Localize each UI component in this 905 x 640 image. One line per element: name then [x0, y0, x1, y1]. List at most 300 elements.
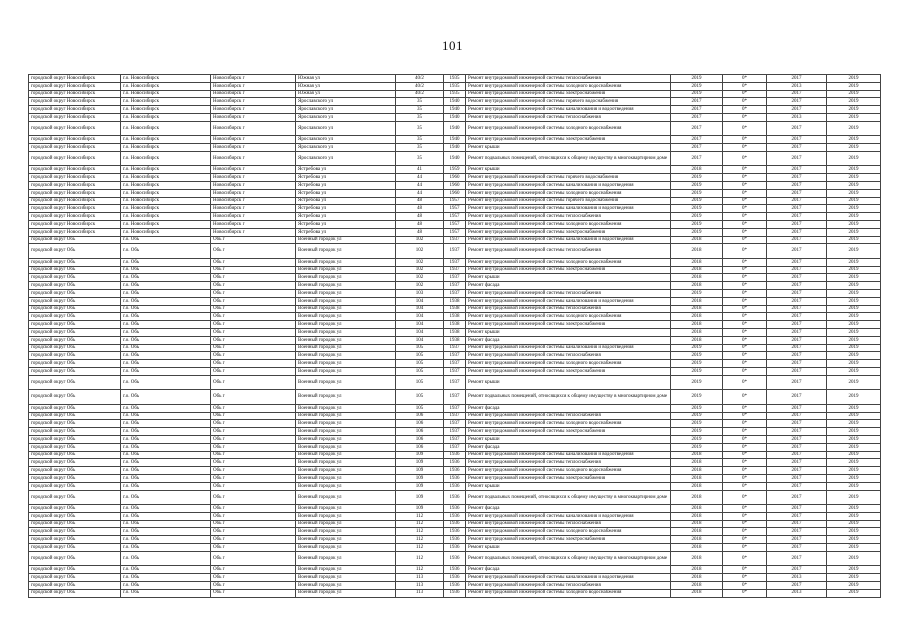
table-row — [29, 536, 881, 544]
build-year-cell: 1936 — [444, 451, 466, 459]
street-cell: Ястребова ул — [296, 205, 396, 213]
settlement-cell: г.о. Обь — [121, 574, 211, 582]
district-cell: городской округ Обь — [29, 266, 121, 274]
street-cell: Военный городок ул — [296, 459, 396, 467]
planned-year-cell: 2018 — [671, 459, 723, 467]
work-type-cell: Ремонт внутридомовой инженерной системы электроснабжения — [466, 321, 671, 329]
survey-year-cell: 2017 — [767, 106, 827, 114]
completion-year-cell: 2019 — [827, 228, 881, 236]
planned-year-cell: 2018 — [671, 282, 723, 290]
completion-year-cell: 2019 — [827, 244, 881, 259]
street-cell: Ярославского ул — [296, 136, 396, 144]
build-year-cell: 1935 — [444, 90, 466, 98]
district-cell: городской округ Обь — [29, 321, 121, 329]
table-row — [29, 566, 881, 574]
house-number-cell: 106 — [396, 412, 444, 420]
survey-year-cell: 2017 — [767, 420, 827, 428]
work-type-cell: Ремонт внутридомовой инженерной системы теплоснабжения — [466, 352, 671, 360]
house-number-cell: 106 — [396, 443, 444, 451]
district-cell: городской округ Новосибирск — [29, 174, 121, 182]
share-cell: 0* — [723, 236, 767, 244]
share-cell: 0* — [723, 368, 767, 376]
survey-year-cell: 2017 — [767, 467, 827, 475]
street-cell: Военный городок ул — [296, 428, 396, 436]
street-cell: Военный городок ул — [296, 435, 396, 443]
settlement-cell: г.о. Обь — [121, 505, 211, 513]
district-cell: городской округ Обь — [29, 258, 121, 266]
survey-year-cell: 2017 — [767, 443, 827, 451]
city-cell: Обь г — [211, 544, 296, 552]
share-cell: 0* — [723, 258, 767, 266]
street-cell: Военный городок ул — [296, 482, 396, 490]
share-cell: 0* — [723, 305, 767, 313]
settlement-cell: г.о. Новосибирск — [121, 98, 211, 106]
completion-year-cell: 2019 — [827, 166, 881, 174]
house-number-cell: 113 — [396, 589, 444, 597]
share-cell: 0* — [723, 174, 767, 182]
city-cell: Новосибирск г — [211, 220, 296, 228]
build-year-cell: 1940 — [444, 151, 466, 166]
survey-year-cell: 2017 — [767, 451, 827, 459]
house-number-cell: 44 — [396, 174, 444, 182]
house-number-cell: 40/2 — [396, 75, 444, 83]
settlement-cell: г.о. Обь — [121, 512, 211, 520]
city-cell: Новосибирск г — [211, 136, 296, 144]
survey-year-cell: 2017 — [767, 428, 827, 436]
survey-year-cell: 2017 — [767, 98, 827, 106]
work-type-cell: Ремонт внутридомовой инженерной системы канализования и водоотведения — [466, 512, 671, 520]
street-cell: Ярославского ул — [296, 106, 396, 114]
settlement-cell: г.о. Обь — [121, 344, 211, 352]
district-cell: городской округ Обь — [29, 589, 121, 597]
survey-year-cell: 2017 — [767, 121, 827, 136]
completion-year-cell: 2019 — [827, 181, 881, 189]
street-cell: Военный городок ул — [296, 305, 396, 313]
district-cell: городской округ Обь — [29, 412, 121, 420]
district-cell: городской округ Обь — [29, 297, 121, 305]
table-row — [29, 551, 881, 566]
table-row — [29, 329, 881, 337]
completion-year-cell: 2019 — [827, 428, 881, 436]
street-cell: Военный городок ул — [296, 474, 396, 482]
street-cell: Южная ул — [296, 75, 396, 83]
city-cell: Обь г — [211, 574, 296, 582]
table-row — [29, 197, 881, 205]
settlement-cell: г.о. Новосибирск — [121, 90, 211, 98]
completion-year-cell: 2019 — [827, 566, 881, 574]
share-cell: 0* — [723, 352, 767, 360]
completion-year-cell: 2019 — [827, 551, 881, 566]
house-number-cell: 109 — [396, 459, 444, 467]
house-number-cell: 112 — [396, 512, 444, 520]
work-type-cell: Ремонт внутридомовой инженерной системы канализования и водоотведения — [466, 205, 671, 213]
house-number-cell: 105 — [396, 390, 444, 405]
street-cell: Ястребова ул — [296, 220, 396, 228]
city-cell: Обь г — [211, 404, 296, 412]
work-type-cell: Ремонт внутридомовой инженерной системы горячего водоснабжения — [466, 197, 671, 205]
survey-year-cell: 2017 — [767, 244, 827, 259]
build-year-cell: 1937 — [444, 244, 466, 259]
district-cell: городской округ Новосибирск — [29, 166, 121, 174]
district-cell: городской округ Обь — [29, 482, 121, 490]
district-cell: городской округ Обь — [29, 329, 121, 337]
planned-year-cell: 2019 — [671, 189, 723, 197]
planned-year-cell: 2017 — [671, 151, 723, 166]
city-cell: Новосибирск г — [211, 98, 296, 106]
table-row — [29, 144, 881, 152]
build-year-cell: 1936 — [444, 581, 466, 589]
work-type-cell: Ремонт внутридомовой инженерной системы холодного водоснабжения — [466, 220, 671, 228]
street-cell: Военный городок ул — [296, 505, 396, 513]
work-type-cell: Ремонт внутридомовой инженерной системы холодного водоснабжения — [466, 467, 671, 475]
city-cell: Новосибирск г — [211, 90, 296, 98]
build-year-cell: 1937 — [444, 282, 466, 290]
build-year-cell: 1938 — [444, 313, 466, 321]
share-cell: 0* — [723, 189, 767, 197]
settlement-cell: г.о. Обь — [121, 258, 211, 266]
share-cell: 0* — [723, 551, 767, 566]
settlement-cell: г.о. Обь — [121, 435, 211, 443]
share-cell: 0* — [723, 420, 767, 428]
city-cell: Обь г — [211, 375, 296, 390]
table-row — [29, 151, 881, 166]
house-number-cell: 104 — [396, 313, 444, 321]
house-number-cell: 105 — [396, 352, 444, 360]
settlement-cell: г.о. Обь — [121, 520, 211, 528]
planned-year-cell: 2018 — [671, 589, 723, 597]
street-cell: Военный городок ул — [296, 528, 396, 536]
table-row — [29, 258, 881, 266]
survey-year-cell: 2017 — [767, 266, 827, 274]
share-cell: 0* — [723, 490, 767, 505]
street-cell: Южная ул — [296, 82, 396, 90]
completion-year-cell: 2019 — [827, 189, 881, 197]
share-cell: 0* — [723, 82, 767, 90]
settlement-cell: г.о. Новосибирск — [121, 228, 211, 236]
house-number-cell: 102 — [396, 266, 444, 274]
work-type-cell: Ремонт фасада — [466, 566, 671, 574]
work-type-cell: Ремонт внутридомовой инженерной системы теплоснабжения — [466, 581, 671, 589]
street-cell: Военный городок ул — [296, 336, 396, 344]
completion-year-cell: 2019 — [827, 213, 881, 221]
district-cell: городской округ Обь — [29, 490, 121, 505]
table-row — [29, 443, 881, 451]
table-row — [29, 236, 881, 244]
street-cell: Военный городок ул — [296, 581, 396, 589]
share-cell: 0* — [723, 435, 767, 443]
city-cell: Обь г — [211, 528, 296, 536]
table-row — [29, 205, 881, 213]
table-row — [29, 368, 881, 376]
build-year-cell: 1937 — [444, 258, 466, 266]
house-number-cell: 102 — [396, 236, 444, 244]
settlement-cell: г.о. Обь — [121, 236, 211, 244]
district-cell: городской округ Обь — [29, 313, 121, 321]
work-type-cell: Ремонт внутридомовой инженерной системы холодного водоснабжения — [466, 360, 671, 368]
city-cell: Новосибирск г — [211, 166, 296, 174]
work-type-cell: Ремонт внутридомовой инженерной системы теплоснабжения — [466, 459, 671, 467]
completion-year-cell: 2019 — [827, 536, 881, 544]
build-year-cell: 1937 — [444, 375, 466, 390]
build-year-cell: 1937 — [444, 344, 466, 352]
city-cell: Новосибирск г — [211, 189, 296, 197]
work-type-cell: Ремонт крыши — [466, 329, 671, 337]
district-cell: городской округ Обь — [29, 360, 121, 368]
city-cell: Новосибирск г — [211, 144, 296, 152]
survey-year-cell: 2017 — [767, 282, 827, 290]
survey-year-cell: 2017 — [767, 459, 827, 467]
planned-year-cell: 2018 — [671, 305, 723, 313]
page-number: 101 — [442, 38, 463, 53]
work-type-cell: Ремонт внутридомовой инженерной системы канализования и водоотведения — [466, 574, 671, 582]
completion-year-cell: 2019 — [827, 329, 881, 337]
street-cell: Военный городок ул — [296, 360, 396, 368]
work-type-cell: Ремонт внутридомовой инженерной системы холодного водоснабжения — [466, 82, 671, 90]
completion-year-cell: 2019 — [827, 459, 881, 467]
district-cell: городской округ Обь — [29, 352, 121, 360]
planned-year-cell: 2018 — [671, 258, 723, 266]
planned-year-cell: 2018 — [671, 551, 723, 566]
share-cell: 0* — [723, 321, 767, 329]
survey-year-cell: 2017 — [767, 290, 827, 298]
table-row — [29, 390, 881, 405]
build-year-cell: 1957 — [444, 205, 466, 213]
settlement-cell: г.о. Новосибирск — [121, 166, 211, 174]
planned-year-cell: 2017 — [671, 144, 723, 152]
work-type-cell: Ремонт внутридомовой инженерной системы теплоснабжения — [466, 213, 671, 221]
planned-year-cell: 2019 — [671, 213, 723, 221]
street-cell: Военный городок ул — [296, 244, 396, 259]
planned-year-cell: 2018 — [671, 467, 723, 475]
survey-year-cell: 2017 — [767, 505, 827, 513]
work-type-cell: Ремонт внутридомовой инженерной системы электроснабжения — [466, 266, 671, 274]
share-cell: 0* — [723, 544, 767, 552]
table-row — [29, 520, 881, 528]
street-cell: Военный городок ул — [296, 290, 396, 298]
table-row — [29, 313, 881, 321]
build-year-cell: 1940 — [444, 106, 466, 114]
district-cell: городской округ Обь — [29, 236, 121, 244]
completion-year-cell: 2019 — [827, 482, 881, 490]
settlement-cell: г.о. Обь — [121, 467, 211, 475]
house-number-cell: 105 — [396, 368, 444, 376]
street-cell: Ярославского ул — [296, 121, 396, 136]
build-year-cell: 1957 — [444, 228, 466, 236]
street-cell: Военный городок ул — [296, 368, 396, 376]
build-year-cell: 1938 — [444, 297, 466, 305]
street-cell: Ярославского ул — [296, 98, 396, 106]
build-year-cell: 1936 — [444, 520, 466, 528]
build-year-cell: 1936 — [444, 551, 466, 566]
district-cell: городской округ Обь — [29, 544, 121, 552]
table-row — [29, 490, 881, 505]
district-cell: городской округ Новосибирск — [29, 151, 121, 166]
street-cell: Военный городок ул — [296, 258, 396, 266]
share-cell: 0* — [723, 467, 767, 475]
registry-rows — [29, 75, 881, 598]
district-cell: городской округ Обь — [29, 459, 121, 467]
street-cell: Военный городок ул — [296, 404, 396, 412]
house-number-cell: 112 — [396, 544, 444, 552]
district-cell: городской округ Новосибирск — [29, 213, 121, 221]
work-type-cell: Ремонт крыши — [466, 544, 671, 552]
street-cell: Военный городок ул — [296, 536, 396, 544]
completion-year-cell: 2019 — [827, 282, 881, 290]
completion-year-cell: 2019 — [827, 98, 881, 106]
district-cell: городской округ Обь — [29, 390, 121, 405]
completion-year-cell: 2019 — [827, 574, 881, 582]
completion-year-cell: 2019 — [827, 375, 881, 390]
city-cell: Обь г — [211, 443, 296, 451]
build-year-cell: 1936 — [444, 536, 466, 544]
planned-year-cell: 2018 — [671, 520, 723, 528]
table-row — [29, 589, 881, 597]
completion-year-cell: 2019 — [827, 352, 881, 360]
completion-year-cell: 2019 — [827, 490, 881, 505]
planned-year-cell: 2019 — [671, 375, 723, 390]
work-type-cell: Ремонт внутридомовой инженерной системы канализования и водоотведения — [466, 236, 671, 244]
planned-year-cell: 2018 — [671, 236, 723, 244]
survey-year-cell: 2017 — [767, 528, 827, 536]
table-row — [29, 220, 881, 228]
work-type-cell: Ремонт крыши — [466, 166, 671, 174]
share-cell: 0* — [723, 404, 767, 412]
street-cell: Военный городок ул — [296, 297, 396, 305]
planned-year-cell: 2018 — [671, 321, 723, 329]
work-type-cell: Ремонт внутридомовой инженерной системы холодного водоснабжения — [466, 528, 671, 536]
build-year-cell: 1937 — [444, 443, 466, 451]
house-number-cell: 44 — [396, 189, 444, 197]
city-cell: Новосибирск г — [211, 205, 296, 213]
house-number-cell: 109 — [396, 474, 444, 482]
work-type-cell: Ремонт крыши — [466, 274, 671, 282]
settlement-cell: г.о. Обь — [121, 321, 211, 329]
work-type-cell: Ремонт подвальных помещений, относящихся к общему имуществу в многоквартирном доме — [466, 151, 671, 166]
share-cell: 0* — [723, 459, 767, 467]
district-cell: городской округ Новосибирск — [29, 113, 121, 121]
planned-year-cell: 2018 — [671, 581, 723, 589]
district-cell: городской округ Обь — [29, 435, 121, 443]
city-cell: Обь г — [211, 451, 296, 459]
build-year-cell: 1937 — [444, 266, 466, 274]
city-cell: Обь г — [211, 520, 296, 528]
planned-year-cell: 2019 — [671, 181, 723, 189]
district-cell: городской округ Обь — [29, 566, 121, 574]
work-type-cell: Ремонт внутридомовой инженерной системы холодного водоснабжения — [466, 189, 671, 197]
district-cell: городской округ Обь — [29, 581, 121, 589]
share-cell: 0* — [723, 181, 767, 189]
settlement-cell: г.о. Обь — [121, 274, 211, 282]
work-type-cell: Ремонт подвальных помещений, относящихся к общему имуществу в многоквартирном доме — [466, 490, 671, 505]
table-row — [29, 544, 881, 552]
share-cell: 0* — [723, 228, 767, 236]
house-number-cell: 102 — [396, 244, 444, 259]
district-cell: городской округ Новосибирск — [29, 197, 121, 205]
planned-year-cell: 2019 — [671, 344, 723, 352]
work-type-cell: Ремонт внутридомовой инженерной системы электроснабжения — [466, 228, 671, 236]
settlement-cell: г.о. Новосибирск — [121, 144, 211, 152]
settlement-cell: г.о. Обь — [121, 581, 211, 589]
settlement-cell: г.о. Обь — [121, 420, 211, 428]
survey-year-cell: 2017 — [767, 352, 827, 360]
completion-year-cell: 2019 — [827, 420, 881, 428]
street-cell: Ястребова ул — [296, 213, 396, 221]
build-year-cell: 1940 — [444, 113, 466, 121]
city-cell: Новосибирск г — [211, 75, 296, 83]
district-cell: городской округ Обь — [29, 467, 121, 475]
planned-year-cell: 2017 — [671, 106, 723, 114]
house-number-cell: 104 — [396, 305, 444, 313]
table-row — [29, 98, 881, 106]
table-row — [29, 75, 881, 83]
build-year-cell: 1938 — [444, 336, 466, 344]
survey-year-cell: 2017 — [767, 75, 827, 83]
completion-year-cell: 2019 — [827, 113, 881, 121]
settlement-cell: г.о. Обь — [121, 313, 211, 321]
share-cell: 0* — [723, 390, 767, 405]
house-number-cell: 104 — [396, 297, 444, 305]
city-cell: Обь г — [211, 505, 296, 513]
street-cell: Ястребова ул — [296, 228, 396, 236]
settlement-cell: г.о. Обь — [121, 305, 211, 313]
build-year-cell: 1938 — [444, 305, 466, 313]
build-year-cell: 1957 — [444, 197, 466, 205]
work-type-cell: Ремонт внутридомовой инженерной системы электроснабжения — [466, 90, 671, 98]
house-number-cell: 35 — [396, 98, 444, 106]
completion-year-cell: 2019 — [827, 451, 881, 459]
settlement-cell: г.о. Новосибирск — [121, 220, 211, 228]
city-cell: Обь г — [211, 297, 296, 305]
build-year-cell: 1937 — [444, 428, 466, 436]
table-row — [29, 428, 881, 436]
city-cell: Обь г — [211, 360, 296, 368]
share-cell: 0* — [723, 151, 767, 166]
work-type-cell: Ремонт внутридомовой инженерной системы теплоснабжения — [466, 305, 671, 313]
settlement-cell: г.о. Обь — [121, 390, 211, 405]
build-year-cell: 1937 — [444, 360, 466, 368]
share-cell: 0* — [723, 290, 767, 298]
work-type-cell: Ремонт фасада — [466, 443, 671, 451]
planned-year-cell: 2018 — [671, 490, 723, 505]
table-row — [29, 512, 881, 520]
district-cell: городской округ Новосибирск — [29, 205, 121, 213]
survey-year-cell: 2017 — [767, 313, 827, 321]
completion-year-cell: 2019 — [827, 297, 881, 305]
completion-year-cell: 2019 — [827, 106, 881, 114]
share-cell: 0* — [723, 360, 767, 368]
work-type-cell: Ремонт фасада — [466, 336, 671, 344]
house-number-cell: 35 — [396, 113, 444, 121]
work-type-cell: Ремонт внутридомовой инженерной системы теплоснабжения — [466, 412, 671, 420]
survey-year-cell: 2017 — [767, 482, 827, 490]
settlement-cell: г.о. Новосибирск — [121, 174, 211, 182]
house-number-cell: 35 — [396, 121, 444, 136]
table-row — [29, 528, 881, 536]
survey-year-cell: 2017 — [767, 512, 827, 520]
completion-year-cell: 2019 — [827, 360, 881, 368]
settlement-cell: г.о. Новосибирск — [121, 75, 211, 83]
completion-year-cell: 2019 — [827, 151, 881, 166]
survey-year-cell: 2017 — [767, 551, 827, 566]
table-row — [29, 420, 881, 428]
district-cell: городской округ Новосибирск — [29, 75, 121, 83]
settlement-cell: г.о. Обь — [121, 412, 211, 420]
build-year-cell: 1937 — [444, 236, 466, 244]
settlement-cell: г.о. Обь — [121, 536, 211, 544]
district-cell: городской округ Обь — [29, 305, 121, 313]
street-cell: Военный городок ул — [296, 512, 396, 520]
district-cell: городской округ Новосибирск — [29, 189, 121, 197]
